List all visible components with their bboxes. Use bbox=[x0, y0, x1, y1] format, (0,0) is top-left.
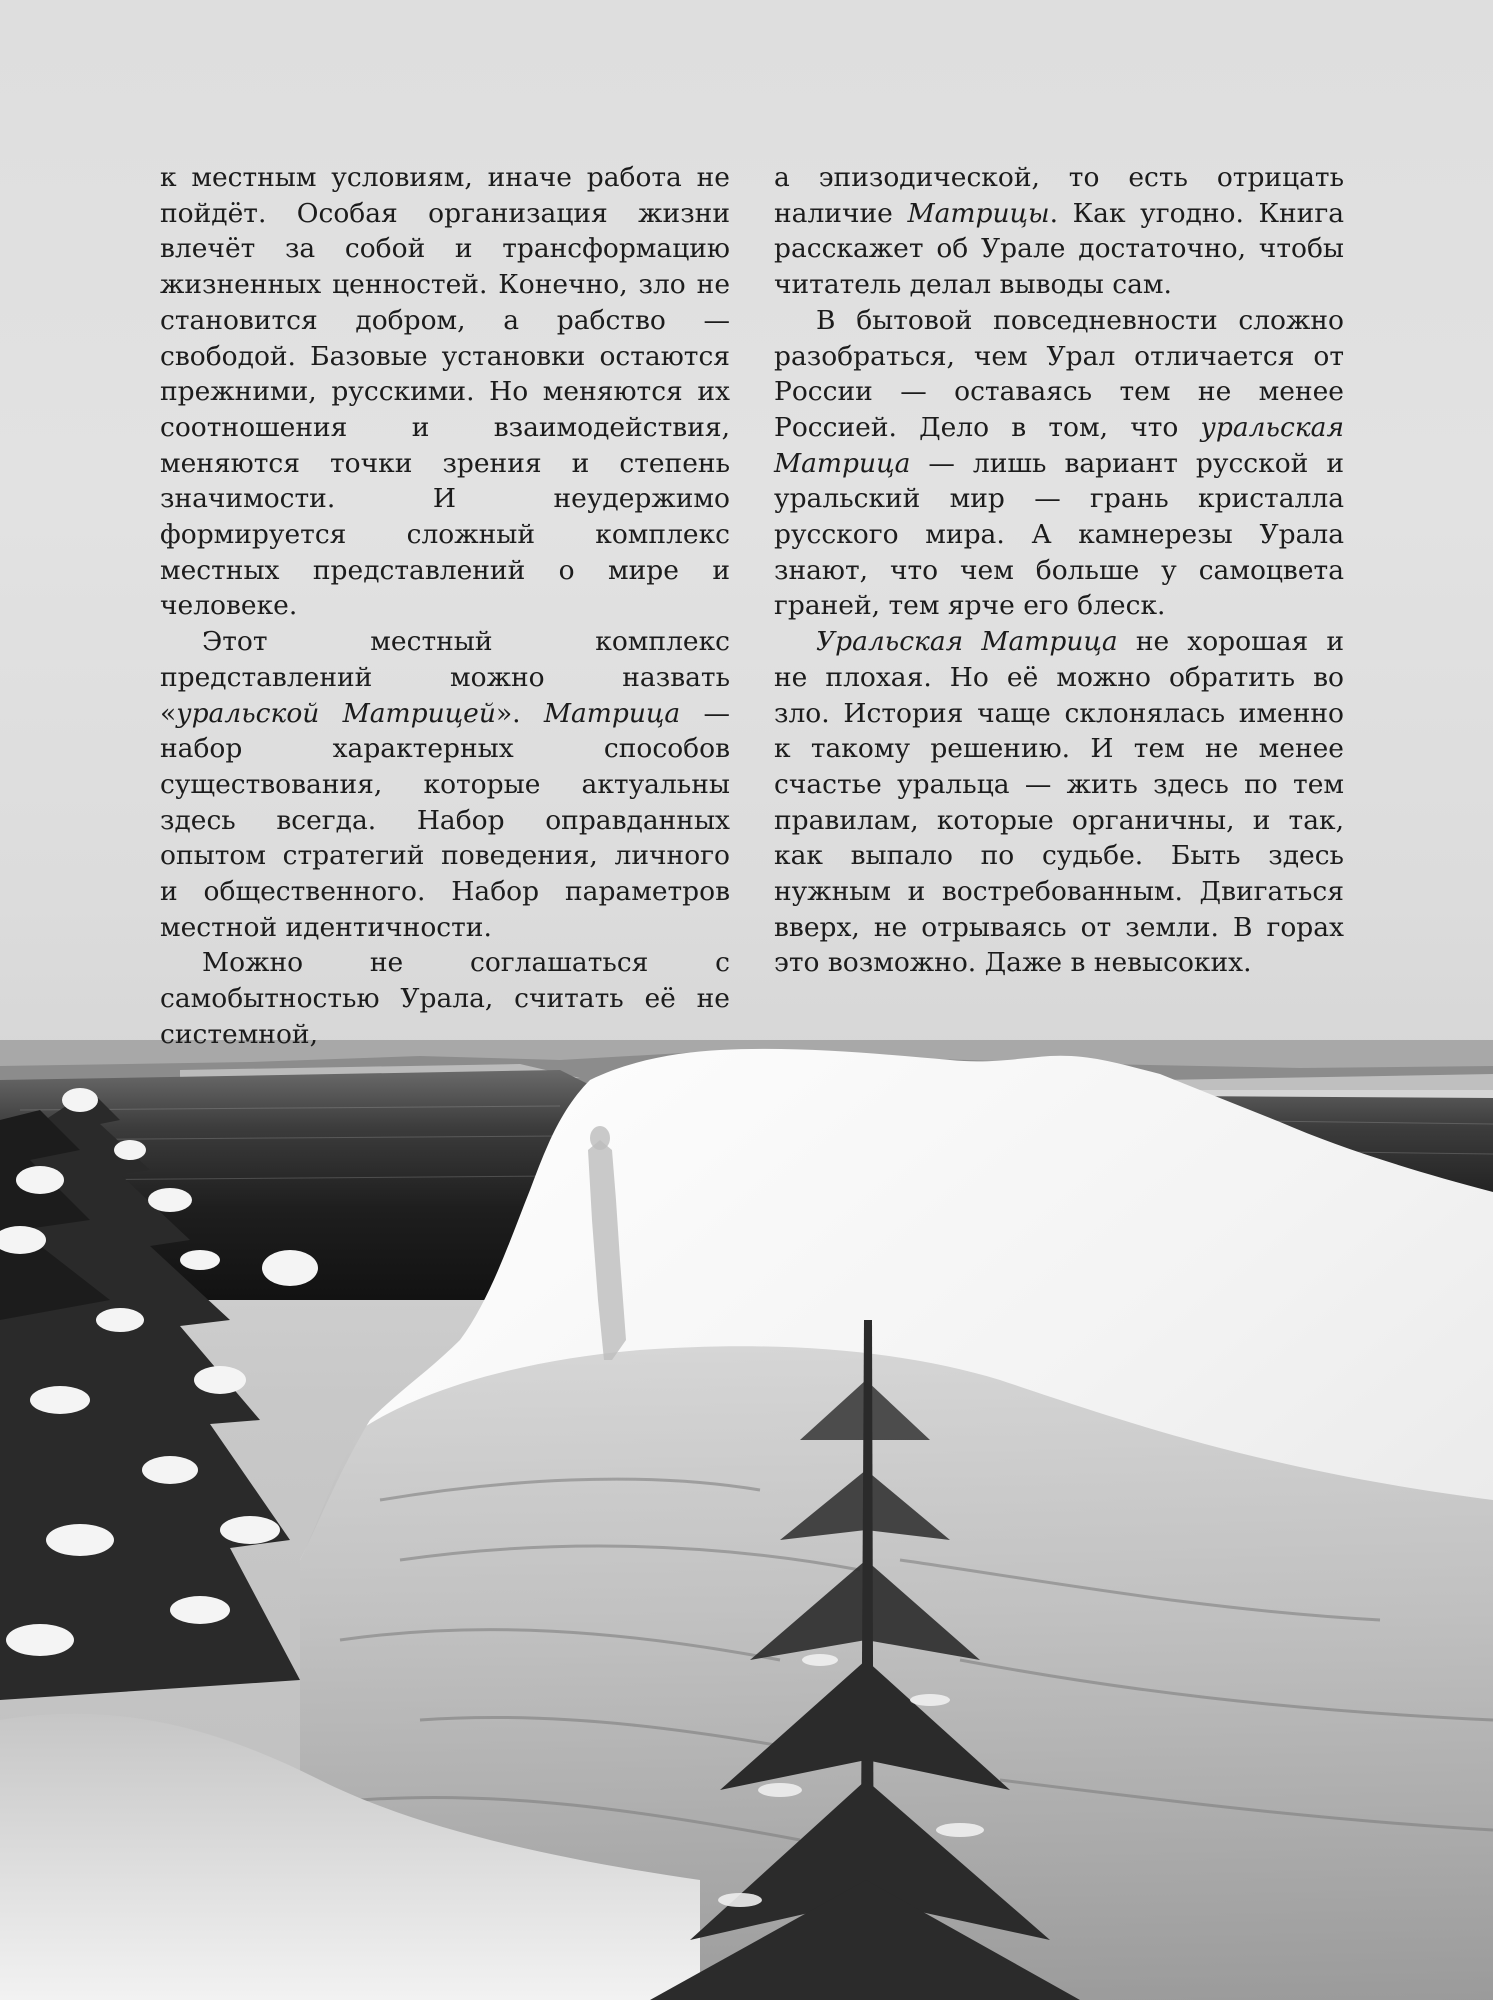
italic-term: Уральская Матрица bbox=[816, 626, 1118, 658]
italic-term: уральской Матрицей bbox=[176, 697, 496, 729]
text-column-right bbox=[774, 160, 1344, 981]
text-run: к местным условиям, иначе работа не пойдёт. Особая организация жизни влечёт за собой и трансформацию жизненных ценностей. Конечно, зло не становится добром, а рабство — свободой. Базовые установки остаются прежними, русскими. Но меняются их соотношения и взаимодействия, меняются точки зрения и степень значимости. И неудержимо формируется сложный комплекс местных представлений о мире и человеке. bbox=[160, 162, 730, 622]
text-run: не хорошая и не плохая. Но её можно обратить во зло. История чаще склонялась именно к такому решению. И тем не менее счастье уральца — жить здесь по тем правилам, которые органичны, и так, как выпало по судьбе. Быть здесь нужным и востребованным. Двигаться вверх, не отрываясь от земли. В горах это возможно. Даже в невысоких. bbox=[774, 626, 1345, 979]
text-run: — лишь вариант русской и уральский мир — грань кристалла русского мира. А камнерезы Урала знают, что чем больше у самоцвета граней, тем ярче его блеск. bbox=[774, 447, 1344, 622]
paragraph bbox=[774, 160, 1344, 303]
paragraph bbox=[160, 945, 730, 1052]
italic-term: Матрицы bbox=[907, 197, 1050, 229]
text-run: . Как угодно. Книга расскажет об Урале достаточно, чтобы читатель делал выводы сам. bbox=[774, 197, 1345, 301]
text-column-left bbox=[160, 160, 730, 1053]
paragraph bbox=[774, 624, 1344, 981]
italic-term: Матрица bbox=[543, 697, 681, 729]
text-run: Можно не соглашаться с самобытностью Урала, считать её не системной, bbox=[160, 947, 730, 1050]
italic-term: уральская Матрица bbox=[774, 411, 1344, 479]
paragraph bbox=[160, 624, 730, 945]
text-run: — набор характерных способов существования, которые актуальны здесь всегда. Набор оправданных опытом стратегий поведения, личного и общественного. Набор параметров местной идентичности. bbox=[160, 697, 730, 943]
text-run: а эпизодической, то есть отрицать наличие bbox=[774, 162, 1344, 229]
paragraph bbox=[774, 303, 1344, 624]
text-run: ». bbox=[495, 697, 544, 729]
paragraph bbox=[160, 160, 730, 624]
text-run: Этот местный комплекс представлений можно назвать « bbox=[160, 626, 730, 729]
text-run: В бытовой повседневности сложно разобраться, чем Урал отличается от России — оставаясь тем не менее Россией. Дело в том, что bbox=[774, 304, 1344, 443]
